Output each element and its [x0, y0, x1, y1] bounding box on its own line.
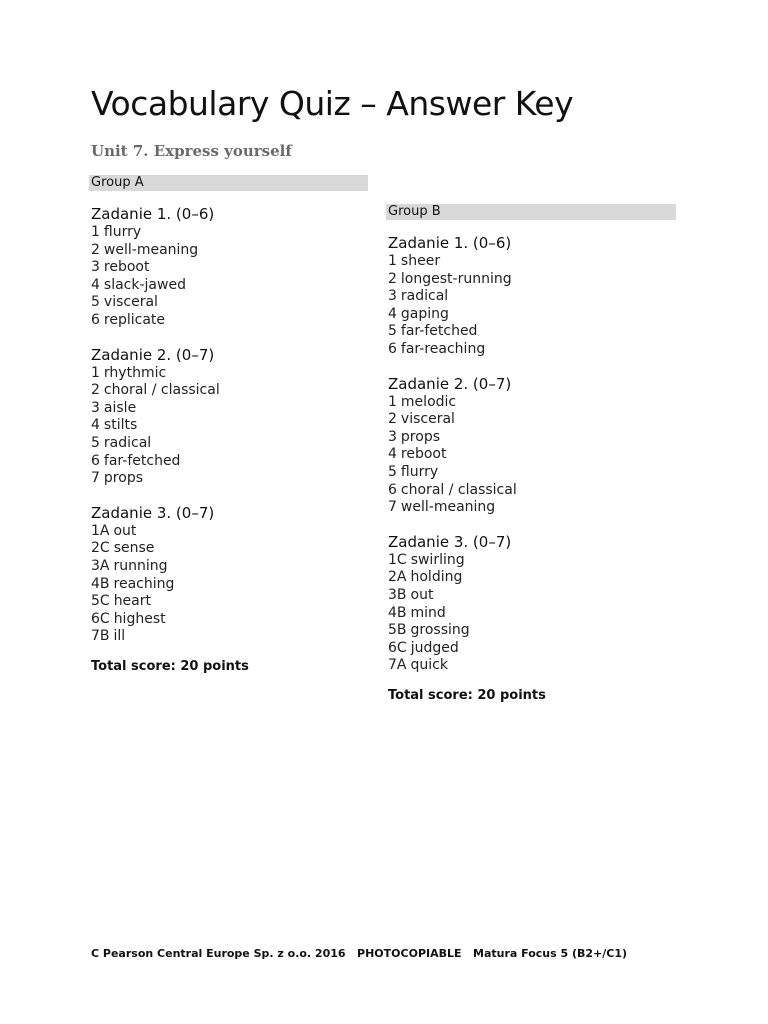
answer-item — [91, 259, 377, 277]
answer-text: sense — [113, 540, 155, 557]
answer-number: 1 — [91, 364, 100, 381]
answer-item — [388, 341, 674, 359]
answer-number: 1A — [91, 522, 110, 539]
answer-item — [91, 382, 377, 400]
task-heading: Zadanie 3. (0–7) — [388, 532, 512, 551]
answer-text: out — [113, 522, 137, 539]
answer-number: 5 — [91, 294, 100, 311]
answer-text: judged — [410, 639, 459, 656]
answer-text: props — [400, 428, 441, 445]
answer-text: far-fetched — [103, 452, 181, 469]
answer-item — [91, 611, 377, 629]
answer-list — [89, 224, 377, 330]
answer-item — [91, 453, 377, 471]
answer-item — [91, 365, 377, 383]
answer-number: 1 — [388, 253, 397, 269]
answer-number: 3 — [388, 288, 397, 305]
group-b-column — [386, 204, 674, 703]
answer-number: 4 — [388, 446, 397, 463]
answer-text: far-fetched — [400, 323, 478, 340]
answer-item — [91, 400, 377, 418]
answer-item — [388, 622, 674, 640]
answer-item — [388, 482, 674, 500]
answer-number: 5 — [388, 463, 397, 480]
answer-text: radical — [103, 434, 152, 451]
answer-item — [91, 224, 377, 242]
answer-item — [91, 540, 377, 558]
answer-item — [91, 242, 377, 260]
answer-item — [388, 429, 674, 447]
answer-number: 7 — [388, 499, 397, 516]
answer-text: rhythmic — [103, 364, 167, 381]
answer-item — [91, 576, 377, 594]
answer-item — [388, 394, 674, 412]
task-heading: Zadanie 2. (0–7) — [91, 345, 215, 364]
answer-number: 2C — [91, 540, 110, 557]
answer-text: grossing — [410, 622, 470, 639]
task-block — [89, 204, 377, 330]
answer-number: 2 — [91, 382, 100, 399]
answer-number: 6 — [91, 311, 100, 328]
answer-text: quick — [410, 657, 448, 674]
total-score: Total score: 20 points — [91, 658, 249, 674]
answer-number: 3A — [91, 557, 110, 574]
answer-list — [386, 394, 674, 517]
answer-number: 5 — [388, 323, 397, 340]
answer-item — [388, 587, 674, 605]
answer-item — [91, 417, 377, 435]
task-block — [386, 374, 674, 517]
answer-item — [91, 470, 377, 488]
answer-text: visceral — [103, 294, 158, 311]
answer-text: slack-jawed — [103, 276, 186, 293]
answer-number: 1 — [388, 393, 397, 410]
answer-number: 7A — [388, 657, 407, 674]
answer-number: 6C — [91, 610, 110, 627]
answer-text: well-meaning — [103, 241, 199, 258]
answer-item — [91, 628, 377, 646]
answer-text: replicate — [103, 311, 166, 328]
group-a-column — [89, 175, 377, 674]
answer-item — [91, 435, 377, 453]
answer-number: 5B — [388, 622, 407, 639]
answer-item — [388, 306, 674, 324]
answer-text: out — [410, 586, 434, 603]
answer-item — [388, 323, 674, 341]
answer-number: 4 — [388, 305, 397, 322]
group-a-header: Group A — [89, 175, 368, 191]
answer-number: 1C — [388, 551, 407, 568]
answer-text: highest — [113, 610, 166, 627]
answer-number: 2A — [388, 569, 407, 586]
answer-number: 1 — [91, 224, 100, 240]
answer-number: 4B — [91, 575, 110, 592]
task-heading: Zadanie 3. (0–7) — [91, 503, 215, 522]
answer-text: sheer — [400, 253, 441, 269]
answer-item — [388, 446, 674, 464]
unit-subtitle: Unit 7. Express yourself — [91, 142, 292, 160]
total-score: Total score: 20 points — [388, 687, 546, 703]
answer-text: ill — [113, 628, 126, 645]
answer-text: radical — [400, 288, 449, 305]
answer-text: mind — [410, 604, 446, 621]
answer-number: 3B — [388, 586, 407, 603]
answer-text: well-meaning — [400, 499, 496, 516]
answer-item — [91, 523, 377, 541]
answer-number: 7 — [91, 470, 100, 487]
answer-number: 4 — [91, 276, 100, 293]
task-block — [89, 345, 377, 488]
answer-number: 3 — [388, 428, 397, 445]
answer-item — [91, 593, 377, 611]
answer-text: props — [103, 470, 144, 487]
answer-item — [91, 294, 377, 312]
answer-item — [91, 312, 377, 330]
answer-text: swirling — [410, 551, 465, 568]
answer-text: melodic — [400, 393, 457, 410]
task-block — [386, 532, 674, 675]
answer-text: stilts — [103, 417, 138, 434]
answer-text: longest-running — [400, 270, 512, 287]
answer-item — [388, 411, 674, 429]
answer-text: visceral — [400, 411, 455, 428]
answer-list — [386, 552, 674, 675]
task-heading: Zadanie 1. (0–6) — [91, 205, 215, 223]
task-heading: Zadanie 2. (0–7) — [388, 374, 512, 393]
answer-item — [388, 464, 674, 482]
answer-item — [91, 558, 377, 576]
answer-item — [388, 253, 674, 271]
answer-text: reaching — [113, 575, 175, 592]
answer-item — [388, 605, 674, 623]
answer-item — [388, 271, 674, 289]
answer-list — [89, 523, 377, 646]
answer-item — [388, 499, 674, 517]
answer-text: gaping — [400, 305, 449, 322]
page-title: Vocabulary Quiz – Answer Key — [91, 84, 574, 123]
answer-item — [388, 657, 674, 675]
answer-number: 3 — [91, 259, 100, 276]
answer-text: far-reaching — [400, 340, 486, 357]
answer-number: 7B — [91, 628, 110, 645]
answer-list — [386, 253, 674, 359]
answer-number: 5C — [91, 593, 110, 610]
answer-number: 4B — [388, 604, 407, 621]
answer-number: 4 — [91, 417, 100, 434]
task-block — [386, 233, 674, 359]
answer-number: 5 — [91, 434, 100, 451]
answer-text: flurry — [400, 463, 439, 480]
answer-number: 6C — [388, 639, 407, 656]
answer-list — [89, 365, 377, 488]
answer-item — [388, 569, 674, 587]
answer-number: 6 — [388, 340, 397, 357]
answer-text: reboot — [103, 259, 150, 276]
answer-text: aisle — [103, 399, 137, 416]
answer-text: choral / classical — [103, 382, 220, 399]
answer-item — [91, 277, 377, 295]
answer-item — [388, 640, 674, 658]
answer-number: 2 — [91, 241, 100, 258]
answer-text: holding — [410, 569, 463, 586]
copyright-footer: C Pearson Central Europe Sp. z o.o. 2016 PHOTOCOPIABLE Matura Focus 5 (B2+/C1) — [91, 947, 628, 960]
answer-number: 6 — [91, 452, 100, 469]
answer-item — [388, 552, 674, 570]
answer-text: heart — [113, 593, 151, 610]
answer-number: 6 — [388, 481, 397, 498]
answer-number: 2 — [388, 411, 397, 428]
answer-item — [388, 288, 674, 306]
group-b-header: Group B — [386, 204, 676, 220]
answer-text: choral / classical — [400, 481, 517, 498]
task-heading: Zadanie 1. (0–6) — [388, 234, 512, 252]
answer-text: flurry — [103, 224, 142, 240]
task-block — [89, 503, 377, 646]
answer-number: 2 — [388, 270, 397, 287]
answer-text: reboot — [400, 446, 447, 463]
answer-number: 3 — [91, 399, 100, 416]
answer-text: running — [113, 557, 168, 574]
